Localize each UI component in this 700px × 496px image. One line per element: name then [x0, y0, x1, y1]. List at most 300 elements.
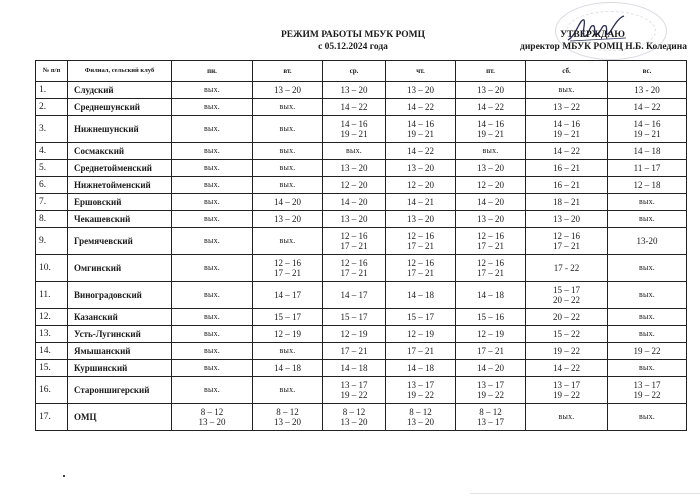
hours-fri: [456, 99, 526, 116]
hours-tue: [253, 326, 323, 343]
table-header-row: [36, 61, 687, 82]
hours-value: 19 – 22: [477, 390, 504, 400]
hours-value: 14 – 18: [340, 362, 368, 373]
table-row: [36, 211, 687, 228]
hours-value: 12 – 20: [407, 179, 434, 190]
hours-value: вых.: [279, 179, 296, 189]
hours-value: 13 – 17: [477, 379, 504, 390]
hours-value: вых.: [204, 384, 220, 394]
hours-value: 15 – 16: [477, 311, 504, 322]
hours-value: 12 – 19: [407, 328, 434, 339]
hours-fri: [456, 228, 526, 255]
hours-thu: [386, 404, 456, 431]
club-name: Сосмакский: [68, 143, 172, 160]
hours-value: 13 – 20: [274, 213, 301, 224]
hours-fri: [456, 211, 526, 228]
hours-value: вых.: [279, 384, 296, 394]
hours-value: 14 – 22: [407, 145, 434, 156]
hours-wed: [323, 116, 386, 143]
hours-value: 13 – 20: [477, 213, 504, 224]
hours-sun: [608, 309, 687, 326]
hours-value: вых.: [346, 145, 362, 155]
hours-sat: [526, 326, 608, 343]
hours-value: 17 – 21: [477, 268, 504, 278]
hours-fri: [456, 82, 526, 99]
hours-sun: [608, 177, 687, 194]
club-name: Гремячевский: [68, 228, 172, 255]
table-row: [36, 143, 687, 160]
hours-sat: [526, 228, 608, 255]
hours-tue: [253, 360, 323, 377]
hours-mon: [172, 116, 253, 143]
hours-value: вых.: [204, 235, 220, 245]
hours-sun: [608, 228, 687, 255]
hours-value: вых.: [279, 123, 296, 133]
scan-speck: [63, 475, 65, 477]
hours-mon: [172, 404, 253, 431]
hours-value: вых.: [482, 145, 499, 155]
hours-value: вых.: [204, 262, 220, 272]
row-number: 11.: [36, 282, 68, 309]
hours-value: 13 – 22: [553, 101, 580, 112]
hours-value: 14 – 18: [407, 289, 434, 300]
hours-value: 17 – 21: [340, 345, 368, 356]
table-row: [36, 404, 687, 431]
hours-wed: [323, 282, 386, 309]
hours-value: вых.: [204, 311, 220, 321]
table-row: [36, 255, 687, 282]
hours-mon: [172, 309, 253, 326]
hours-value: вых.: [204, 196, 220, 206]
club-name: ОМЦ: [68, 404, 172, 431]
col-header-number: № п/п: [36, 61, 68, 82]
hours-value: 12 – 19: [340, 328, 368, 339]
hours-tue: [253, 377, 323, 404]
hours-value: 19 – 21: [633, 129, 661, 139]
hours-value: 20 – 22: [553, 295, 580, 305]
hours-wed: [323, 211, 386, 228]
hours-value: 14 – 18: [274, 362, 301, 373]
hours-value: вых.: [558, 84, 575, 94]
col-header-club: Филиал, сельский клуб: [68, 61, 172, 82]
hours-sun: [608, 343, 687, 360]
hours-value: 8 – 12: [342, 406, 366, 417]
hours-value: вых.: [279, 145, 296, 155]
hours-value: 17 – 21: [340, 268, 368, 278]
schedule-title-block: [268, 29, 438, 53]
hours-thu: [386, 211, 456, 228]
hours-sat: [526, 160, 608, 177]
hours-value: вых.: [204, 101, 220, 111]
row-number: 17.: [36, 404, 68, 431]
hours-fri: [456, 255, 526, 282]
hours-value: вых.: [204, 84, 220, 94]
hours-mon: [172, 343, 253, 360]
hours-value: 17 – 21: [477, 345, 504, 356]
hours-tue: [253, 228, 323, 255]
hours-thu: [386, 160, 456, 177]
hours-value: вых.: [558, 411, 575, 421]
row-number: 14.: [36, 343, 68, 360]
hours-value: 13 – 20: [340, 417, 368, 427]
hours-thu: [386, 343, 456, 360]
hours-value: 12 – 20: [477, 179, 504, 190]
hours-value: 19 – 22: [633, 390, 661, 400]
hours-value: 15 – 17: [553, 284, 580, 295]
hours-value: 12 – 20: [340, 179, 368, 190]
club-name: Куршинский: [68, 360, 172, 377]
hours-fri: [456, 309, 526, 326]
hours-value: 13 – 20: [407, 213, 434, 224]
hours-value: вых.: [204, 123, 220, 133]
hours-value: 12 – 19: [477, 328, 504, 339]
hours-value: 12 – 16: [407, 230, 434, 241]
schedule-table: [35, 60, 687, 431]
hours-wed: [323, 255, 386, 282]
hours-tue: [253, 194, 323, 211]
hours-sat: [526, 211, 608, 228]
hours-value: 14 – 17: [274, 289, 301, 300]
hours-thu: [386, 282, 456, 309]
hours-tue: [253, 82, 323, 99]
hours-value: вых.: [279, 101, 296, 111]
hours-value: 12 – 16: [477, 257, 504, 268]
hours-value: вых.: [639, 289, 655, 299]
hours-value: 14 – 18: [407, 362, 434, 373]
club-name: Виноградовский: [68, 282, 172, 309]
hours-value: 15 – 22: [553, 328, 580, 339]
hours-fri: [456, 160, 526, 177]
table-row: [36, 343, 687, 360]
hours-value: 19 – 21: [553, 129, 580, 139]
hours-wed: [323, 194, 386, 211]
approval-block: [462, 29, 687, 53]
club-name: Ямышанский: [68, 343, 172, 360]
hours-thu: [386, 194, 456, 211]
approver-name: директор МБУК РОМЦ Н.Б. Коледина: [520, 42, 687, 52]
hours-mon: [172, 360, 253, 377]
hours-value: вых.: [639, 411, 655, 421]
hours-wed: [323, 143, 386, 160]
hours-mon: [172, 211, 253, 228]
hours-fri: [456, 326, 526, 343]
table-row: [36, 82, 687, 99]
club-name: Казанский: [68, 309, 172, 326]
hours-thu: [386, 255, 456, 282]
table-row: [36, 99, 687, 116]
hours-thu: [386, 116, 456, 143]
hours-value: вых.: [204, 145, 220, 155]
hours-value: 13 – 17: [340, 379, 368, 390]
hours-sun: [608, 211, 687, 228]
hours-sat: [526, 282, 608, 309]
hours-value: 16 – 21: [553, 162, 580, 173]
hours-sat: [526, 194, 608, 211]
hours-wed: [323, 326, 386, 343]
hours-tue: [253, 404, 323, 431]
hours-thu: [386, 177, 456, 194]
hours-value: 13 – 17: [553, 379, 580, 390]
hours-value: 18 – 21: [553, 196, 580, 207]
club-name: Усть-Лугинский: [68, 326, 172, 343]
hours-sat: [526, 404, 608, 431]
hours-value: 17 – 21: [407, 241, 434, 251]
table-row: [36, 177, 687, 194]
hours-value: 14 – 17: [340, 289, 368, 300]
club-name: Ершовский: [68, 194, 172, 211]
hours-value: 13 - 20: [634, 84, 660, 95]
hours-value: 12 – 19: [274, 328, 301, 339]
hours-tue: [253, 160, 323, 177]
hours-value: 14 – 22: [553, 145, 580, 156]
hours-mon: [172, 377, 253, 404]
hours-wed: [323, 82, 386, 99]
hours-sat: [526, 255, 608, 282]
hours-wed: [323, 228, 386, 255]
hours-tue: [253, 211, 323, 228]
hours-value: 20 – 22: [553, 311, 580, 322]
col-header-wed: ср.: [323, 61, 386, 82]
hours-mon: [172, 326, 253, 343]
hours-value: вых.: [204, 179, 220, 189]
hours-thu: [386, 360, 456, 377]
hours-value: 19 – 22: [553, 390, 580, 400]
hours-value: 19 – 22: [553, 345, 580, 356]
hours-value: вых.: [204, 328, 220, 338]
row-number: 4.: [36, 143, 68, 160]
hours-value: 12 – 16: [553, 230, 580, 241]
hours-fri: [456, 343, 526, 360]
table-row: [36, 116, 687, 143]
hours-sun: [608, 116, 687, 143]
hours-sun: [608, 82, 687, 99]
hours-thu: [386, 309, 456, 326]
hours-value: 19 – 22: [633, 345, 661, 356]
club-name: Среднешунский: [68, 99, 172, 116]
hours-mon: [172, 177, 253, 194]
hours-value: вых.: [639, 262, 655, 272]
hours-value: 13 – 20: [340, 84, 368, 95]
hours-value: вых.: [639, 311, 655, 321]
table-row: [36, 194, 687, 211]
hours-value: 8 – 12: [200, 406, 224, 417]
hours-value: 13 – 20: [274, 84, 301, 95]
table-row: [36, 326, 687, 343]
scan-edge: [470, 493, 700, 494]
hours-sat: [526, 377, 608, 404]
hours-value: 8 – 12: [276, 406, 299, 417]
hours-mon: [172, 82, 253, 99]
col-header-sat: сб.: [526, 61, 608, 82]
hours-value: 13-20: [636, 235, 658, 246]
hours-thu: [386, 143, 456, 160]
table-row: [36, 282, 687, 309]
hours-value: 13 – 20: [477, 162, 504, 173]
hours-value: вых.: [639, 328, 655, 338]
hours-value: 12 – 16: [477, 230, 504, 241]
hours-value: 14 – 22: [477, 101, 504, 112]
hours-value: вых.: [279, 162, 296, 172]
col-header-fri: пт.: [456, 61, 526, 82]
hours-value: 12 – 16: [340, 257, 368, 268]
hours-mon: [172, 160, 253, 177]
hours-mon: [172, 228, 253, 255]
hours-value: 13 – 20: [198, 417, 226, 427]
club-name: Омгинский: [68, 255, 172, 282]
hours-tue: [253, 309, 323, 326]
hours-sat: [526, 309, 608, 326]
approval-label: УТВЕРЖДАЮ: [560, 30, 625, 40]
hours-tue: [253, 99, 323, 116]
hours-value: 17 - 22: [553, 262, 580, 273]
hours-value: 13 – 17: [407, 379, 434, 390]
hours-value: 19 – 22: [407, 390, 434, 400]
club-name: Чекашевский: [68, 211, 172, 228]
hours-value: 19 – 21: [340, 129, 368, 139]
hours-thu: [386, 228, 456, 255]
hours-mon: [172, 282, 253, 309]
hours-value: 14 – 22: [340, 101, 368, 112]
hours-tue: [253, 116, 323, 143]
hours-value: 12 – 18: [633, 179, 661, 190]
hours-value: вых.: [639, 196, 655, 206]
hours-sun: [608, 282, 687, 309]
hours-value: 13 – 20: [477, 84, 504, 95]
hours-tue: [253, 282, 323, 309]
hours-value: 17 – 21: [407, 345, 434, 356]
hours-value: 12 – 16: [407, 257, 434, 268]
hours-value: 13 – 20: [407, 84, 434, 95]
club-name: Нижнешунский: [68, 116, 172, 143]
hours-tue: [253, 177, 323, 194]
hours-wed: [323, 309, 386, 326]
hours-thu: [386, 326, 456, 343]
hours-value: 14 – 18: [633, 145, 661, 156]
hours-value: 19 – 21: [477, 129, 504, 139]
hours-value: 15 – 17: [407, 311, 434, 322]
col-header-tue: вт.: [253, 61, 323, 82]
hours-mon: [172, 143, 253, 160]
row-number: 8.: [36, 211, 68, 228]
hours-sun: [608, 160, 687, 177]
hours-value: 14 – 16: [633, 118, 661, 129]
hours-value: 8 – 12: [479, 406, 502, 417]
club-name: Нижнетойменский: [68, 177, 172, 194]
hours-fri: [456, 404, 526, 431]
hours-thu: [386, 99, 456, 116]
schedule-body: [36, 82, 687, 431]
hours-fri: [456, 194, 526, 211]
hours-fri: [456, 360, 526, 377]
hours-value: 14 – 20: [477, 362, 504, 373]
hours-sun: [608, 194, 687, 211]
hours-value: 17 – 21: [407, 268, 434, 278]
row-number: 5.: [36, 160, 68, 177]
hours-value: 14 – 16: [477, 118, 504, 129]
hours-value: 8 – 12: [409, 406, 432, 417]
hours-value: 11 – 17: [633, 162, 661, 173]
hours-value: 13 – 17: [633, 379, 661, 390]
hours-value: 19 – 21: [407, 129, 434, 139]
hours-value: 13 – 20: [407, 417, 434, 427]
hours-fri: [456, 116, 526, 143]
hours-sat: [526, 177, 608, 194]
hours-value: 12 – 16: [340, 230, 368, 241]
hours-tue: [253, 143, 323, 160]
hours-value: 14 – 16: [553, 118, 580, 129]
hours-value: 13 – 20: [340, 162, 368, 173]
hours-value: 17 – 21: [553, 241, 580, 251]
hours-value: 15 – 17: [274, 311, 301, 322]
hours-mon: [172, 99, 253, 116]
hours-wed: [323, 160, 386, 177]
hours-value: 13 – 20: [340, 213, 368, 224]
page-title: РЕЖИМ РАБОТЫ МБУК РОМЦ: [281, 30, 425, 40]
hours-sun: [608, 255, 687, 282]
row-number: 6.: [36, 177, 68, 194]
hours-value: вых.: [204, 162, 220, 172]
hours-value: вых.: [204, 213, 220, 223]
hours-value: вых.: [204, 289, 220, 299]
hours-sat: [526, 143, 608, 160]
hours-value: вых.: [639, 213, 655, 223]
row-number: 10.: [36, 255, 68, 282]
hours-sun: [608, 326, 687, 343]
col-header-thu: чт.: [386, 61, 456, 82]
hours-value: 14 – 18: [477, 289, 504, 300]
hours-value: 13 – 20: [407, 162, 434, 173]
hours-thu: [386, 377, 456, 404]
table-row: [36, 228, 687, 255]
hours-tue: [253, 255, 323, 282]
row-number: 16.: [36, 377, 68, 404]
hours-value: 17 – 21: [340, 241, 368, 251]
hours-value: 14 – 20: [340, 196, 368, 207]
hours-mon: [172, 255, 253, 282]
hours-sat: [526, 360, 608, 377]
hours-wed: [323, 360, 386, 377]
effective-date: с 05.12.2024 года: [318, 42, 388, 52]
hours-value: 17 – 21: [477, 241, 504, 251]
club-name: Староншигерский: [68, 377, 172, 404]
hours-value: 13 – 17: [477, 417, 504, 427]
hours-value: 13 – 20: [553, 213, 580, 224]
hours-value: вых.: [279, 345, 296, 355]
table-row: [36, 160, 687, 177]
hours-wed: [323, 377, 386, 404]
hours-value: вых.: [639, 362, 655, 372]
row-number: 13.: [36, 326, 68, 343]
row-number: 12.: [36, 309, 68, 326]
hours-sun: [608, 377, 687, 404]
hours-value: 19 – 22: [340, 390, 368, 400]
hours-value: 14 – 16: [407, 118, 434, 129]
row-number: 9.: [36, 228, 68, 255]
row-number: 7.: [36, 194, 68, 211]
hours-sun: [608, 143, 687, 160]
hours-value: 14 – 22: [553, 362, 580, 373]
hours-wed: [323, 99, 386, 116]
hours-sat: [526, 343, 608, 360]
col-header-mon: пн.: [172, 61, 253, 82]
hours-value: 17 – 21: [274, 268, 301, 278]
club-name: Слудский: [68, 82, 172, 99]
hours-fri: [456, 377, 526, 404]
hours-value: 13 – 20: [274, 417, 301, 427]
hours-sun: [608, 404, 687, 431]
hours-value: 16 – 21: [553, 179, 580, 190]
hours-sun: [608, 360, 687, 377]
